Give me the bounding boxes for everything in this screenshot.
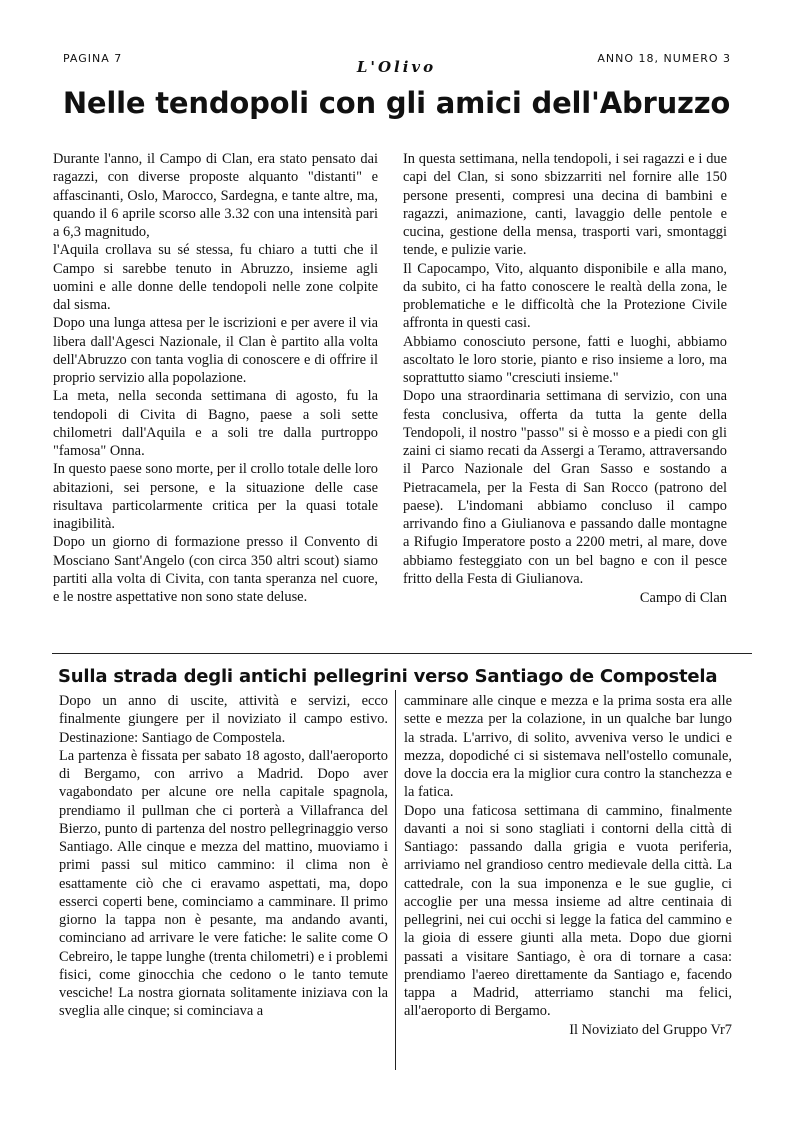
paragraph: Dopo un giorno di formazione presso il Convento di Mosciano Sant'Angelo (con circa 350 altri scout) siamo partiti alla volta di Civita, con tanta speranza nel cuore, e le nostre aspettative non sono state deluse. (53, 534, 378, 605)
paragraph: Abbiamo conosciuto persone, fatti e luoghi, abbiamo ascoltato le loro storie, pianto e riso insieme a loro, ma soprattutto siamo "cresciuti insieme." (403, 333, 727, 386)
paragraph: l'Aquila crollava su sé stessa, fu chiaro a tutti che il Campo si sarebbe tenuto in Abruzzo, insieme agli uomini e alle donne delle tendopoli nelle zone colpite dal sisma. (53, 242, 378, 313)
article1-column-right (403, 150, 727, 607)
paragraph: Durante l'anno, il Campo di Clan, era stato pensato dai ragazzi, con diverse proposte alquanto "distanti" e affascinanti, Oslo, Marocco, Sardegna, e tante altre, ma, quando il 6 aprile scorso alle 3.32 con una intensità pari a 6,3 magnitudo, (53, 151, 378, 240)
paragraph: Il Capocampo, Vito, alquanto disponibile e alla mano, da subito, ci ha fatto conoscere le realtà della zona, le problematiche e le difficoltà che la Protezione Civile affronta in questi casi. (403, 260, 727, 332)
paragraph: Dopo una lunga attesa per le iscrizioni e per avere il via libera dall'Agesci Nazionale, il Clan è partito alla volta dell'Abruzzo con tanta voglia di conoscere e di offrire il proprio servizio alla popolazione. (53, 315, 378, 386)
article2-column-right (404, 692, 732, 1039)
page-number: PAGINA 7 (63, 52, 123, 65)
paragraph: La meta, nella seconda settimana di agosto, fu la tendopoli di Civita di Bagno, paese a soli sette chilometri dall'Aquila e a soli tre dalla purtroppo "famosa" Onna. (53, 388, 378, 459)
article2-title: Sulla strada degli antichi pellegrini verso Santiago de Compostela (58, 666, 718, 687)
article2-signature: Il Noviziato del Gruppo Vr7 (569, 1021, 732, 1038)
article1-title: Nelle tendopoli con gli amici dell'Abruzzo (62, 86, 731, 120)
article2-column-left (59, 692, 388, 1021)
paragraph: Dopo una faticosa settimana di cammino, finalmente davanti a noi si sono stagliati i contorni della città di Santiago: passando dalla grigia e vuota periferia, arriviamo nel grandioso centro medievale della città. La cattedrale, con la sua imponenza e le sue guglie, ci accoglie per una messa insieme ad altre centinaia di pellegrini, nei cui occhi si legge la fatica del cammino e la gioia di essere giunti alla meta. Dopo due giorni passati a visitare Santiago, è ora di tornare a casa: prendiamo l'aereo direttamente da Santiago e, facendo tappa a Madrid, atterriamo stanchi ma felici, all'aeroporto di Bergamo. (404, 802, 732, 1020)
paragraph: In questo paese sono morte, per il crollo totale delle loro abitazioni, sei persone, e la situazione delle case risultava particolarmente critica per la quasi totale inagibilità. (53, 461, 378, 532)
paragraph: La partenza è fissata per sabato 18 agosto, dall'aeroporto di Bergamo, con arrivo a Madrid. Dopo aver vagabondato per alcune ore nella capitale spagnola, prendiamo il pullman che ci porterà a Villafranca del Bierzo, punto di partenza del nostro pellegrinaggio verso Santiago. Alle cinque e mezza del mattino, muoviamo i primi passi sul mitico cammino: il clima non è esattamente ciò che ci eravamo aspettati, ma, dopo esserci coperti bene, cominciamo a camminare. Il primo giorno la tappa non è pesante, ma andando avanti, cominciano ad arrivare le vere fatiche: le salite come O Cebreiro, le tappe lunghe (trenta chilometri) e i problemi fisici, come ginocchia che cedono o le tanto temute vesciche! La nostra giornata solitamente iniziava con la sveglia alle cinque; si cominciava a (59, 747, 388, 1020)
column-divider (395, 690, 396, 1070)
paragraph: camminare alle cinque e mezza e la prima sosta era alle sette e mezza per la colazione, in un qualche bar lungo la strada. L'arrivo, di solito, avveniva verso le undici e mezza, dopodiché ci si sistemava nell'ostello comunale, dove la doccia era la miglior cura contro la stanchezza e la fatica. (404, 693, 732, 801)
article1-column-left (53, 150, 378, 606)
paragraph: Dopo un anno di uscite, attività e servizi, ecco finalmente giungere per il noviziato il campo estivo. Destinazione: Santiago de Compostela. (59, 693, 388, 746)
masthead: L'Olivo (356, 58, 437, 76)
issue-number: ANNO 18, NUMERO 3 (597, 52, 731, 65)
section-divider (52, 653, 752, 654)
paragraph: Dopo una straordinaria settimana di servizio, con una festa conclusiva, offerta da tutta la gente della Tendopoli, il nostro "passo" si è mosso e a piedi con gli zaini ci siamo recati da Assergi a Teramo, attraversando il Parco Nazionale del Gran Sasso e sostando a Pietracamela, per la Festa di San Rocco (patrono del paese). L'indomani abbiamo concluso il campo arrivando fino a Giulianova e passando dalle montagne a Rifugio Imperatore posto a 2200 metri, al mare, dove abbiamo festeggiato con un bel bagno e con il pesce fritto della Festa di Giulianova. (403, 388, 727, 587)
article1-signature: Campo di Clan (639, 590, 727, 606)
paragraph: In questa settimana, nella tendopoli, i sei ragazzi e i due capi del Clan, si sono sbizzarriti nel fornire alle 150 persone presenti, compresi una decina di bambini e ragazzi, animazione, canti, lavaggio delle pentole e cucina, gestione della mensa, trasporti vari, smontaggi tende, e pulizie varie. (403, 151, 727, 259)
